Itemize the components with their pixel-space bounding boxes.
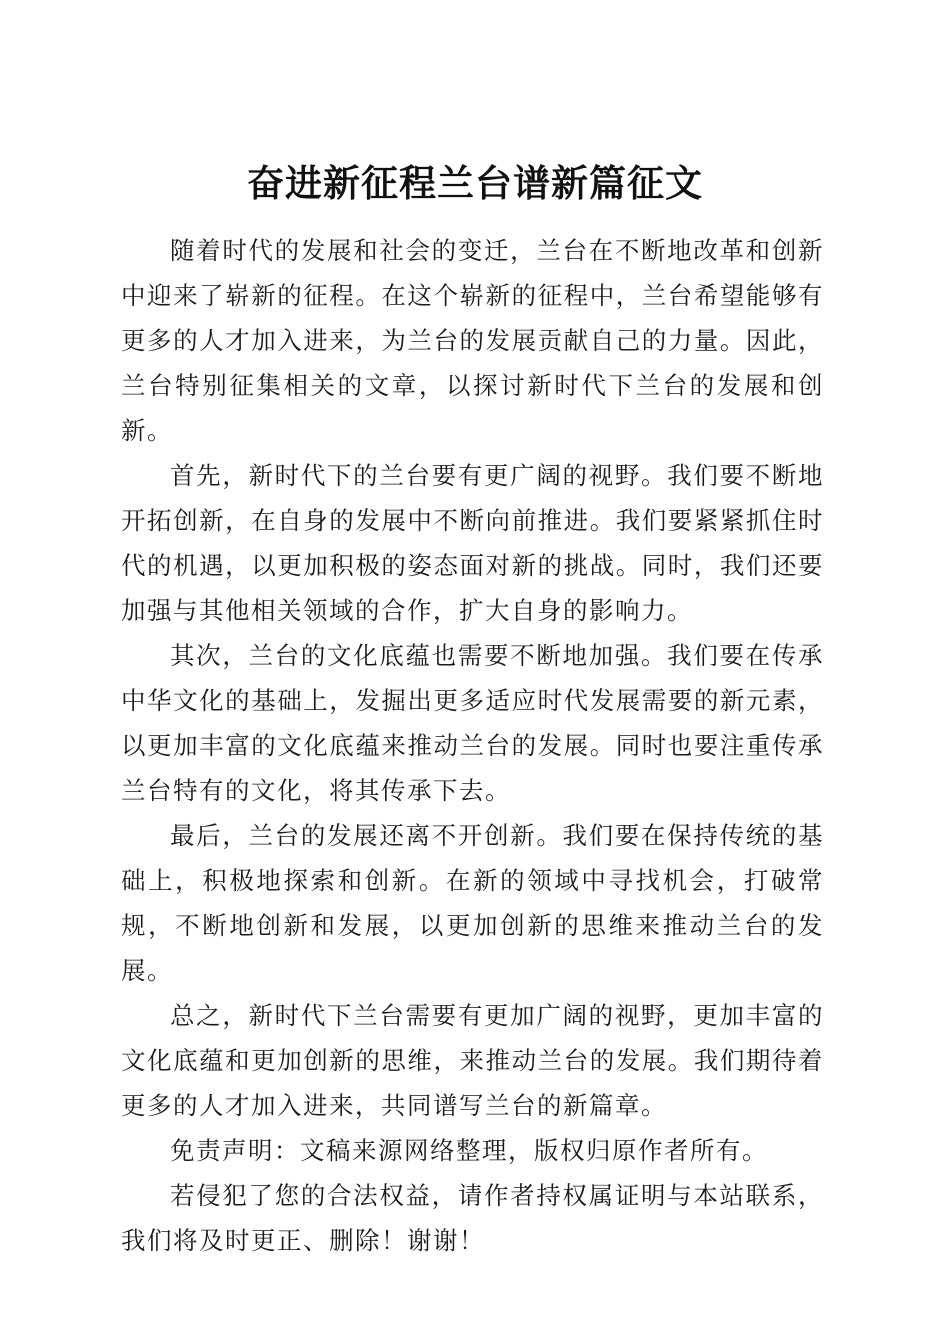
- paragraph-last: 最后，兰台的发展还离不开创新。我们要在保持传统的基础上，积极地探索和创新。在新的领域中寻找机会，打破常规，不断地创新和发展，以更加创新的思维来推动兰台的发展。: [121, 821, 824, 985]
- disclaimer-paragraph: 免责声明：文稿来源网络整理，版权归原作者所有。: [170, 1136, 768, 1165]
- paragraph-second: 其次，兰台的文化底蕴也需要不断地加强。我们要在传承中华文化的基础上，发掘出更多适应时代发展需要的新元素，以更加丰富的文化底蕴来推动兰台的发展。同时也要注重传承兰台特有的文化，将其传承下去。: [121, 641, 824, 805]
- paragraph-intro: 随着时代的发展和社会的变迁，兰台在不断地改革和创新中迎来了崭新的征程。在这个崭新的征程中，兰台希望能够有更多的人才加入进来，为兰台的发展贡献自己的力量。因此，兰台特别征集相关的文章，以探讨新时代下兰台的发展和创新。: [121, 236, 824, 445]
- paragraph-first: 首先，新时代下的兰台要有更广阔的视野。我们要不断地开拓创新，在自身的发展中不断向前推进。我们要紧紧抓住时代的机遇，以更加积极的姿态面对新的挑战。同时，我们还要加强与其他相关领域的合作，扩大自身的影响力。: [121, 461, 824, 625]
- document-body: [121, 228, 824, 1263]
- document-title: 奋进新征程兰台谱新篇征文: [247, 160, 703, 205]
- paragraph-conclusion: 总之，新时代下兰台需要有更加广阔的视野，更加丰富的文化底蕴和更加创新的思维，来推动兰台的发展。我们期待着更多的人才加入进来，共同谱写兰台的新篇章。: [121, 1001, 824, 1120]
- infringement-notice-paragraph: 若侵犯了您的合法权益，请作者持权属证明与本站联系，我们将及时更正、删除！谢谢！: [121, 1181, 824, 1255]
